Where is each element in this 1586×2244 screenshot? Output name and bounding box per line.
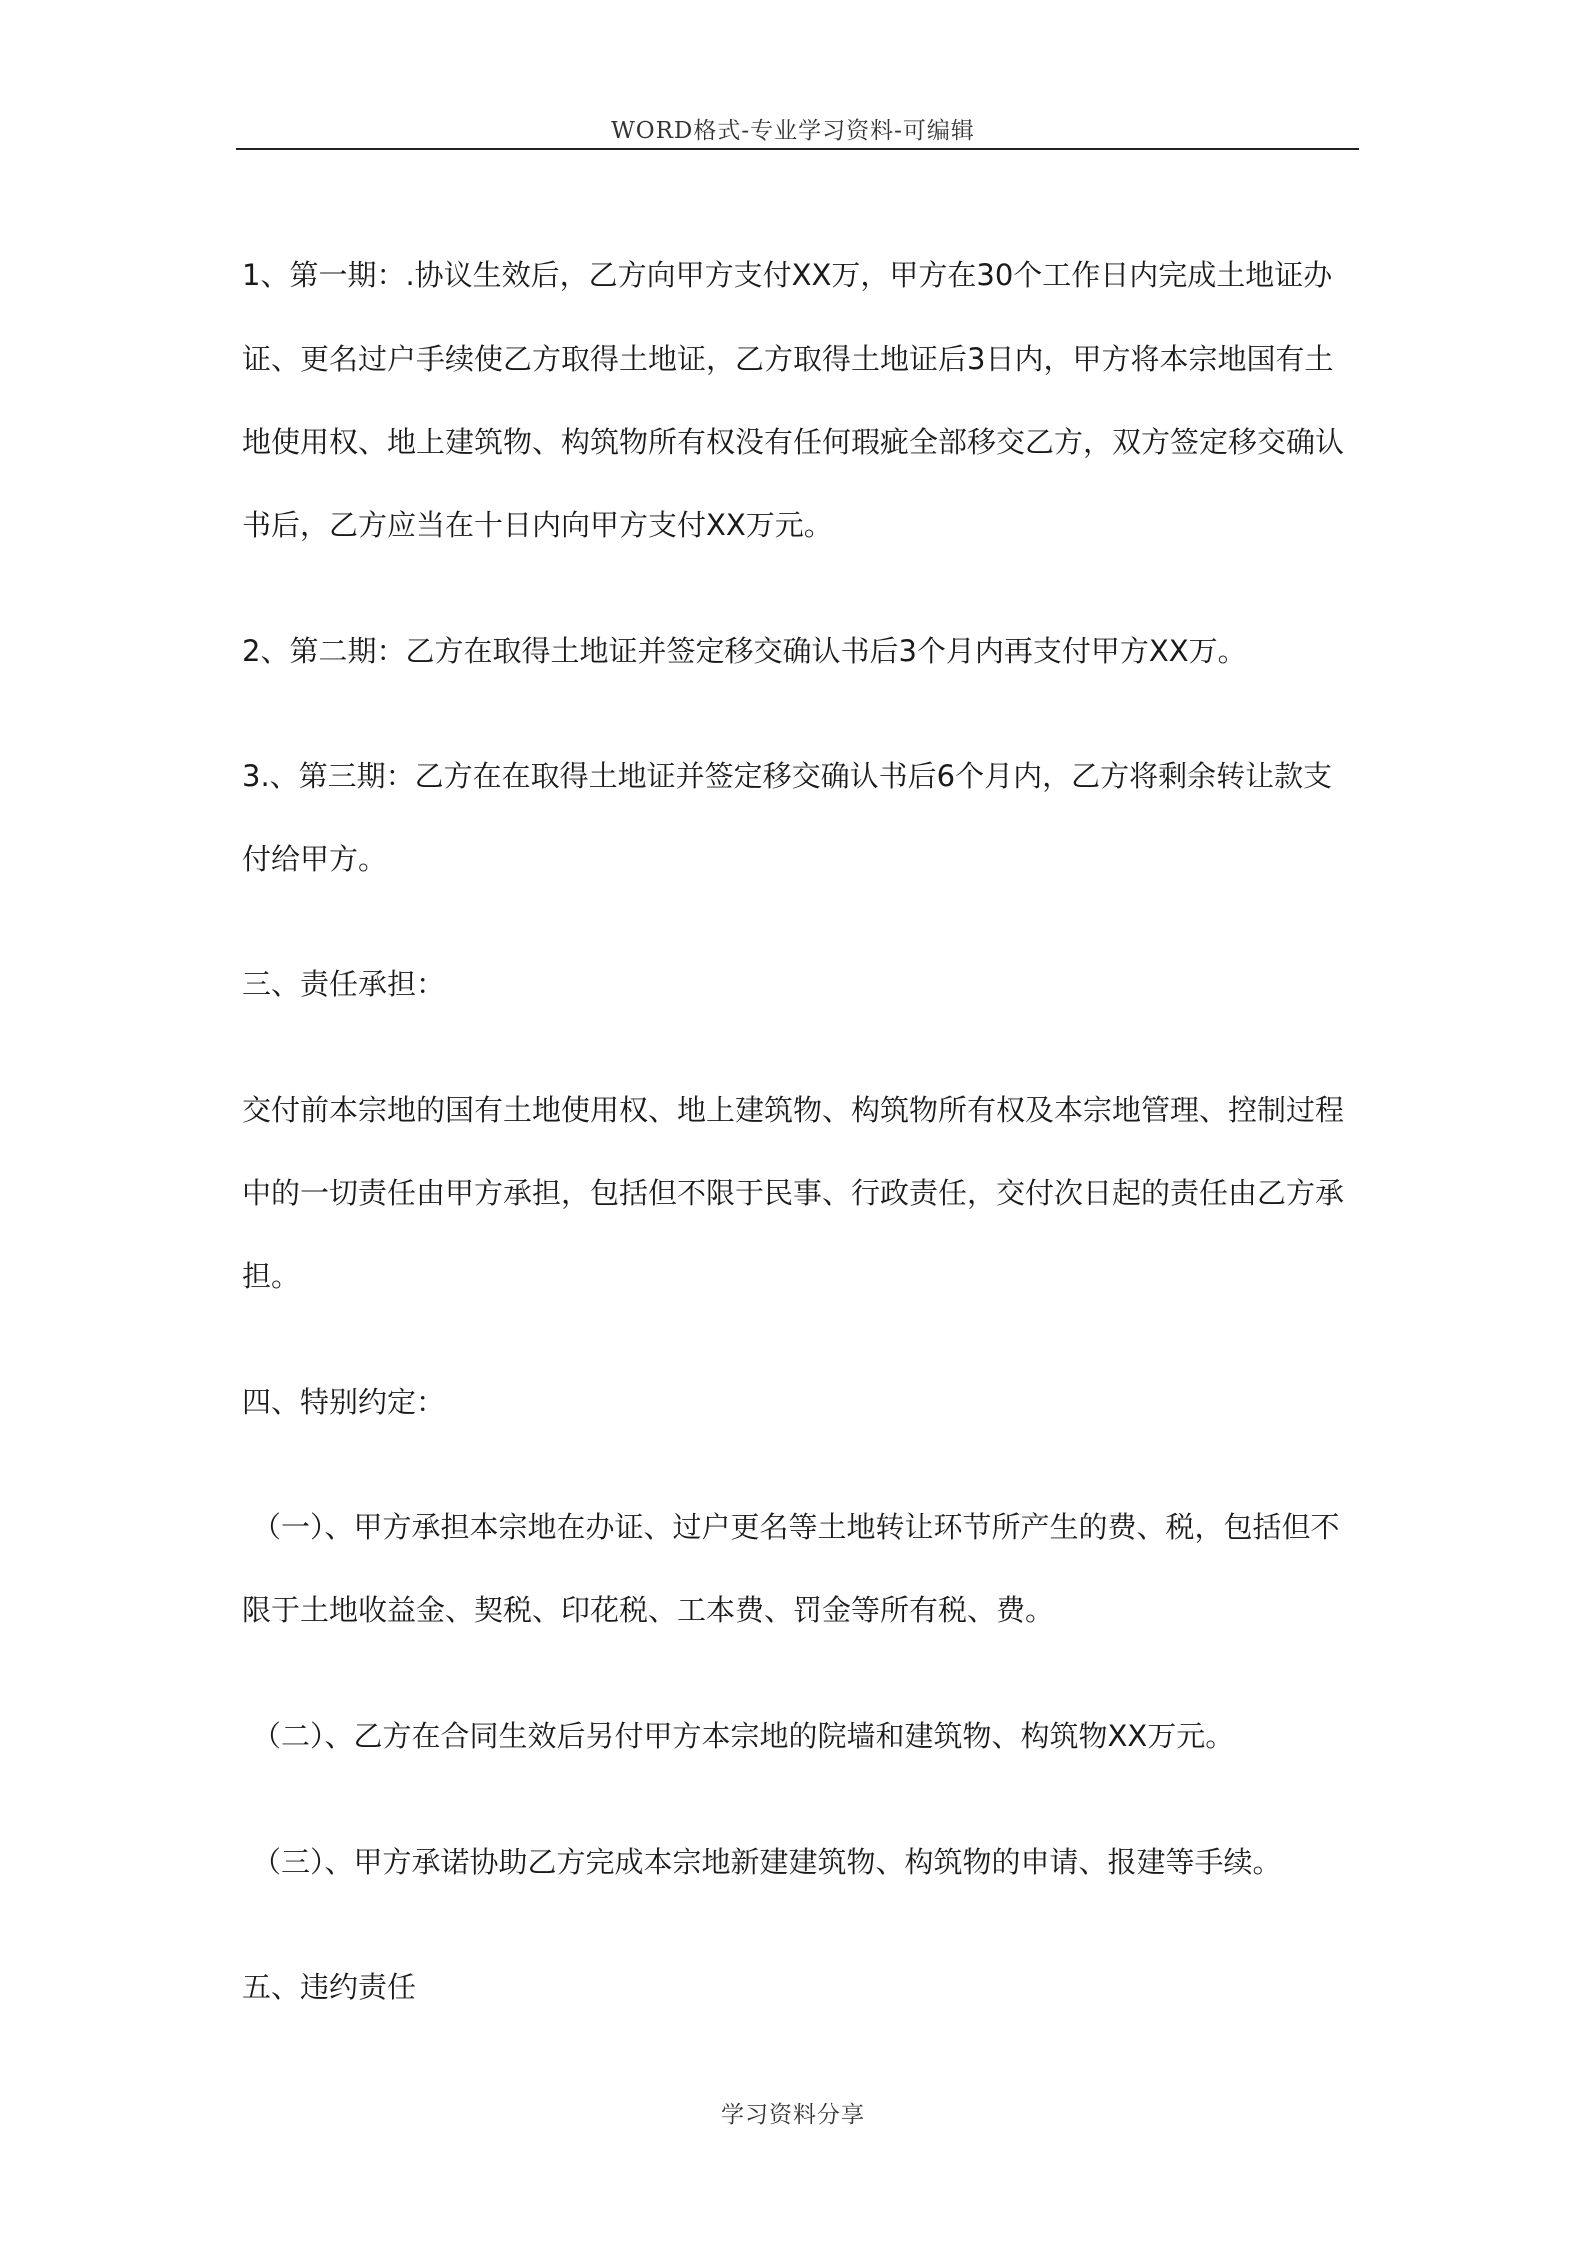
text-line: （一）、甲方承担本宗地在办证、过户更名等土地转让环节所产生的费、税，包括但不 — [252, 1510, 1340, 1544]
section-heading: 五、违约责任 — [242, 1970, 417, 2004]
text-line: （二）、乙方在合同生效后另付甲方本宗地的院墙和建筑物、构筑物XX万元。 — [252, 1719, 1235, 1753]
text-line: 限于土地收益金、契税、印花税、工本费、罚金等所有税、费。 — [242, 1593, 1055, 1627]
text-line: 1、第一期：.协议生效后，乙方向甲方支付XX万，甲方在30个工作日内完成土地证办 — [242, 258, 1333, 292]
text-line: 书后，乙方应当在十日内向甲方支付XX万元。 — [242, 508, 833, 542]
text-line: 2、第二期：乙方在取得土地证并签定移交确认书后3个月内再支付甲方XX万。 — [242, 634, 1247, 668]
text-line: 证、更名过户手续使乙方取得土地证，乙方取得土地证后3日内，甲方将本宗地国有土 — [242, 342, 1334, 376]
section-heading: 三、责任承担： — [242, 967, 446, 1001]
text-line: 交付前本宗地的国有土地使用权、地上建筑物、构筑物所有权及本宗地管理、控制过程 — [242, 1093, 1345, 1127]
text-line: 3.、第三期：乙方在在取得土地证并签定移交确认书后6个月内，乙方将剩余转让款支 — [242, 759, 1333, 793]
text-line: 担。 — [242, 1259, 301, 1293]
text-line: 付给甲方。 — [242, 842, 388, 876]
page-footer: 学习资料分享 — [721, 2102, 865, 2128]
text-line: 中的一切责任由甲方承担，包括但不限于民事、行政责任，交付次日起的责任由乙方承 — [242, 1176, 1345, 1210]
text-line: （三）、甲方承诺协助乙方完成本宗地新建建筑物、构筑物的申请、报建等手续。 — [252, 1845, 1282, 1879]
text-line: 地使用权、地上建筑物、构筑物所有权没有任何瑕疵全部移交乙方，双方签定移交确认 — [242, 425, 1345, 459]
section-heading: 四、特别约定： — [242, 1385, 446, 1419]
page-header: WORD格式-专业学习资料-可编辑 — [611, 118, 975, 144]
